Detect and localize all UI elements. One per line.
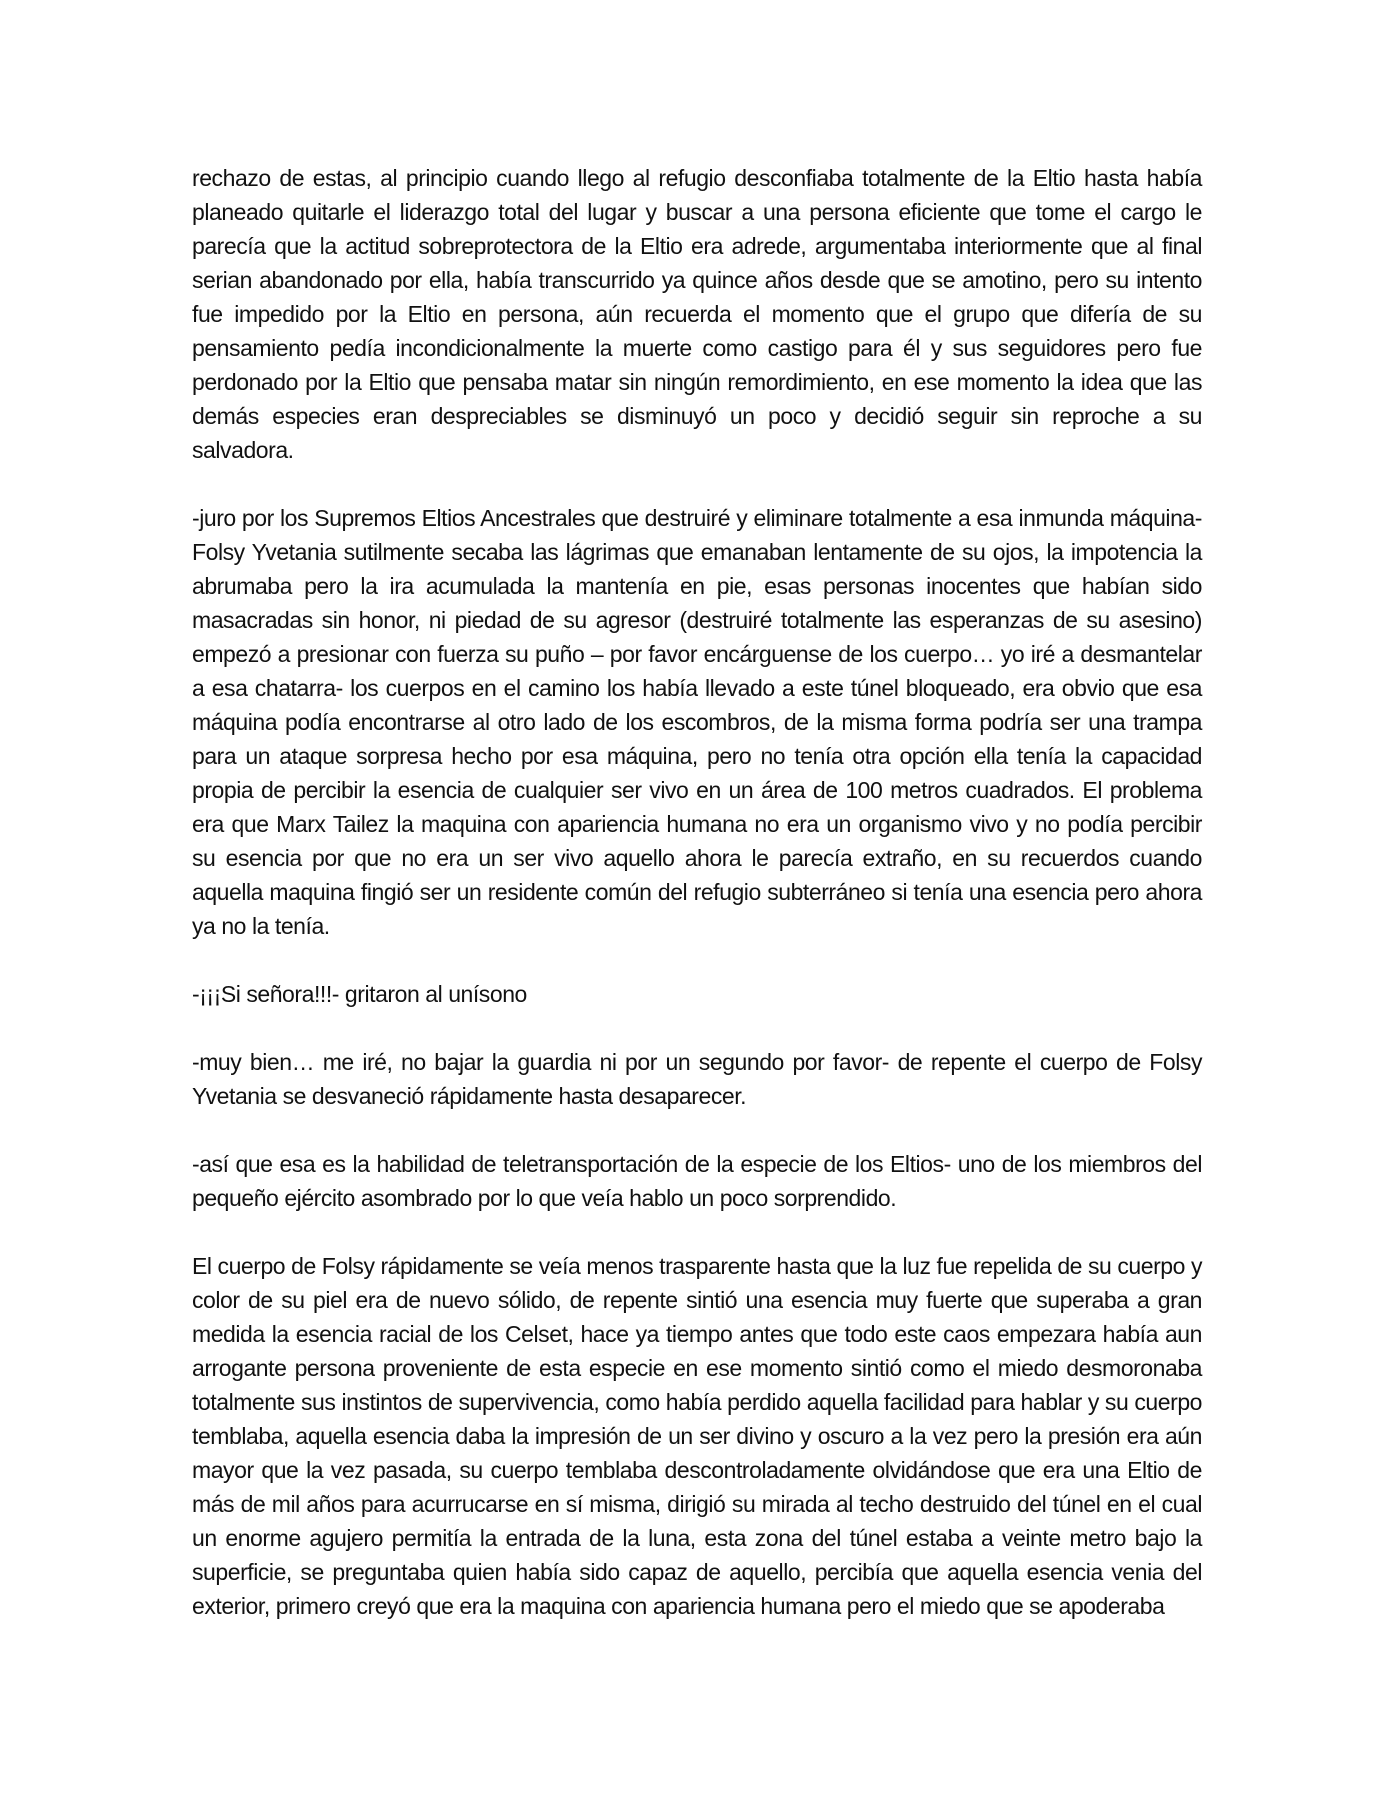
body-text — [192, 161, 1202, 1623]
paragraph-2: -juro por los Supremos Eltios Ancestrales que destruiré y eliminare totalmente a esa inmunda máquina- Folsy Yvetania sutilmente secaba las lágrimas que emanaban lentamente de su ojos, la impotencia la abrumaba pero la ira acumulada la mantenía en pie, esas personas inocentes que habían sido masacradas sin honor, ni piedad de su agresor (destruiré totalmente las esperanzas de su asesino) empezó a presionar con fuerza su puño – por favor encárguense de los cuerpo… yo iré a desmantelar a esa chatarra- los cuerpos en el camino los había llevado a este túnel bloqueado, era obvio que esa máquina podía encontrarse al otro lado de los escombros, de la misma forma podría ser una trampa para un ataque sorpresa hecho por esa máquina, pero no tenía otra opción ella tenía la capacidad propia de percibir la esencia de cualquier ser vivo en un área de 100 metros cuadrados. El problema era que Marx Tailez la maquina con apariencia humana no era un organismo vivo y no podía percibir su esencia por que no era un ser vivo aquello ahora le parecía extraño, en su recuerdos cuando aquella maquina fingió ser un residente común del refugio subterráneo si tenía una esencia pero ahora ya no la tenía. — [192, 505, 1202, 939]
paragraph-6: El cuerpo de Folsy rápidamente se veía menos trasparente hasta que la luz fue repelida de su cuerpo y color de su piel era de nuevo sólido, de repente sintió una esencia muy fuerte que superaba a gran medida la esencia racial de los Celset, hace ya tiempo antes que todo este caos empezara había aun arrogante persona proveniente de esta especie en ese momento sintió como el miedo desmoronaba totalmente sus instintos de supervivencia, como había perdido aquella facilidad para hablar y su cuerpo temblaba, aquella esencia daba la impresión de un ser divino y oscuro a la vez pero la presión era aún mayor que la vez pasada, su cuerpo temblaba descontroladamente olvidándose que era una Eltio de más de mil años para acurrucarse en sí misma, dirigió su mirada al techo destruido del túnel en el cual un enorme agujero permitía la entrada de la luna, esta zona del túnel estaba a veinte metro bajo la superficie, se preguntaba quien había sido capaz de aquello, percibía que aquella esencia venia del exterior, primero creyó que era la maquina con apariencia humana pero el miedo que se apoderaba — [192, 1253, 1202, 1619]
paragraph-1: rechazo de estas, al principio cuando llego al refugio desconfiaba totalmente de la Eltio hasta había planeado quitarle el liderazgo total del lugar y buscar a una persona eficiente que tome el cargo le parecía que la actitud sobreprotectora de la Eltio era adrede, argumentaba interiormente que al final serian abandonado por ella, había transcurrido ya quince años desde que se amotino, pero su intento fue impedido por la Eltio en persona, aún recuerda el momento que el grupo que difería de su pensamiento pedía incondicionalmente la muerte como castigo para él y sus seguidores pero fue perdonado por la Eltio que pensaba matar sin ningún remordimiento, en ese momento la idea que las demás especies eran despreciables se disminuyó un poco y decidió seguir sin reproche a su salvadora. — [192, 165, 1202, 463]
paragraph-5: -así que esa es la habilidad de teletransportación de la especie de los Eltios- uno de los miembros del pequeño ejército asombrado por lo que veía hablo un poco sorprendido. — [192, 1151, 1202, 1211]
paragraph-3: -¡¡¡Si señora!!!- gritaron al unísono — [192, 981, 527, 1007]
paragraph-4: -muy bien… me iré, no bajar la guardia ni por un segundo por favor- de repente el cuerpo de Folsy Yvetania se desvaneció rápidamente hasta desaparecer. — [192, 1049, 1202, 1109]
